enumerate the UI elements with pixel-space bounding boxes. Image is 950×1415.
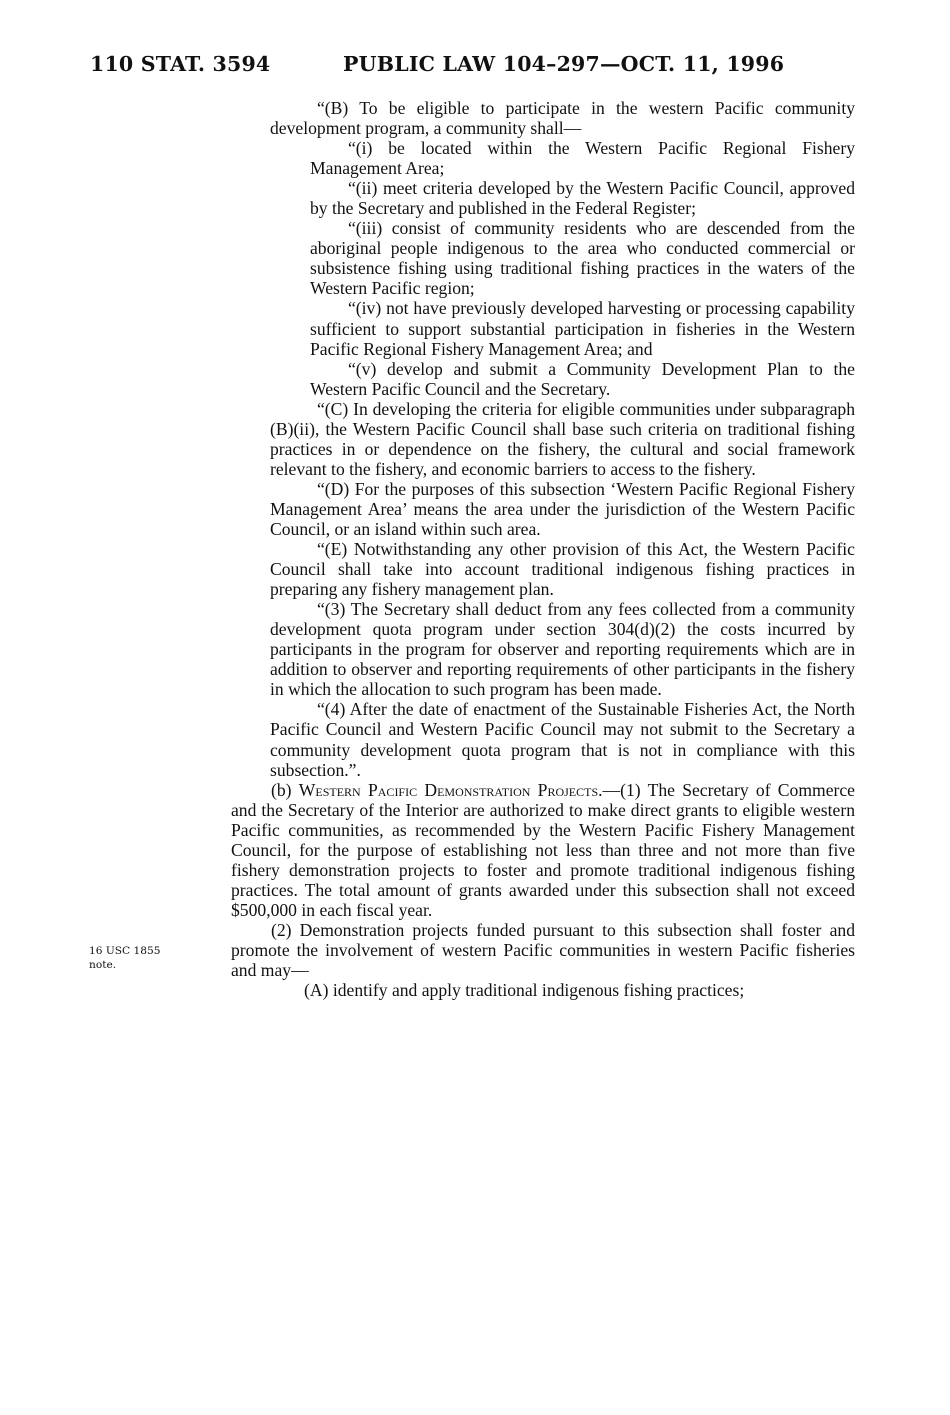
subsection-b-text: .—(1) The Secretary of Commerce and the Secretary of the Interior are authorized to make direct grants to eligible western Pacific communities, as recommended by the Western Pacific Fishery Management Council, for the purpose of establishing not less than three and not more than five fishery demonstration projects to foster and promote traditional indigenous fishing practices. The total amount of grants awarded under this subsection shall not exceed $500,000 in each fiscal year. <box>231 779 855 920</box>
subsection-b-prefix: (b) <box>271 779 299 800</box>
clause-i-location: “(i) be located within the Western Pacific Regional Fishery Management Area; <box>310 138 855 179</box>
paragraph-d-definition: “(D) For the purposes of this subsection ‘Western Pacific Regional Fishery Management Area’ means the area under the jurisdiction of the Western Pacific Council, or an island within such area. <box>270 478 855 539</box>
paragraph-e-traditional-practices: “(E) Notwithstanding any other provision of this Act, the Western Pacific Council shall take into account traditional indigenous fishing practices in preparing any fishery management plan. <box>270 539 855 600</box>
paragraph-b-eligibility: “(B) To be eligible to participate in the western Pacific community development program, a community shall— <box>270 98 855 139</box>
paragraph-3-fees: “(3) The Secretary shall deduct from any fees collected from a community development quota program under section 304(d)(2) the costs incurred by participants in the program for observer and reporting requirements which are in addition to observer and reporting requirements of other participants in the fishery in which the allocation to such program has been made. <box>270 599 855 700</box>
statute-page-number: 110 STAT. 3594 <box>90 52 271 76</box>
margin-citation-note <box>89 944 199 972</box>
clause-a-identify: (A) identify and apply traditional indigenous fishing practices; <box>304 980 745 1001</box>
clause-ii-criteria: “(ii) meet criteria developed by the Western Pacific Council, approved by the Secretary and published in the Federal Register; <box>310 178 855 219</box>
subsection-b-heading: Western Pacific Demonstration Projects <box>298 779 599 800</box>
clause-iv-capability: “(iv) not have previously developed harvesting or processing capability sufficient to support substantial participation in fisheries in the Western Pacific Regional Fishery Management Area; and <box>310 298 855 359</box>
paragraph-2-projects: (2) Demonstration projects funded pursuant to this subsection shall foster and promote the involvement of western Pacific communities in western Pacific fisheries and may— <box>231 919 855 981</box>
subsection-b-demonstration-projects <box>231 780 855 920</box>
running-header <box>90 52 850 84</box>
paragraph-4-compliance: “(4) After the date of enactment of the Sustainable Fisheries Act, the North Pacific Council and Western Pacific Council may not submit to the Secretary a community development quota program that is not in compliance with this subsection.”. <box>270 699 855 780</box>
document-body <box>231 98 855 1000</box>
paragraph-c-criteria: “(C) In developing the criteria for eligible communities under subparagraph (B)(ii), the Western Pacific Council shall base such criteria on traditional fishing practices in or dependence on the fishery, the cultural and social framework relevant to the fishery, and economic barriers to access to the fishery. <box>270 398 855 479</box>
margin-citation-line: 16 USC 1855 <box>89 945 161 957</box>
clause-iii-residents: “(iii) consist of community residents who are descended from the aboriginal people indigenous to the area who conducted commercial or subsistence fishing using traditional fishing practices in the waters of the Western Pacific region; <box>310 218 855 299</box>
clause-v-plan: “(v) develop and submit a Community Development Plan to the Western Pacific Council and the Secretary. <box>310 358 855 399</box>
margin-note-line: note. <box>89 959 117 971</box>
public-law-title: PUBLIC LAW 104–297—OCT. 11, 1996 <box>343 52 785 76</box>
